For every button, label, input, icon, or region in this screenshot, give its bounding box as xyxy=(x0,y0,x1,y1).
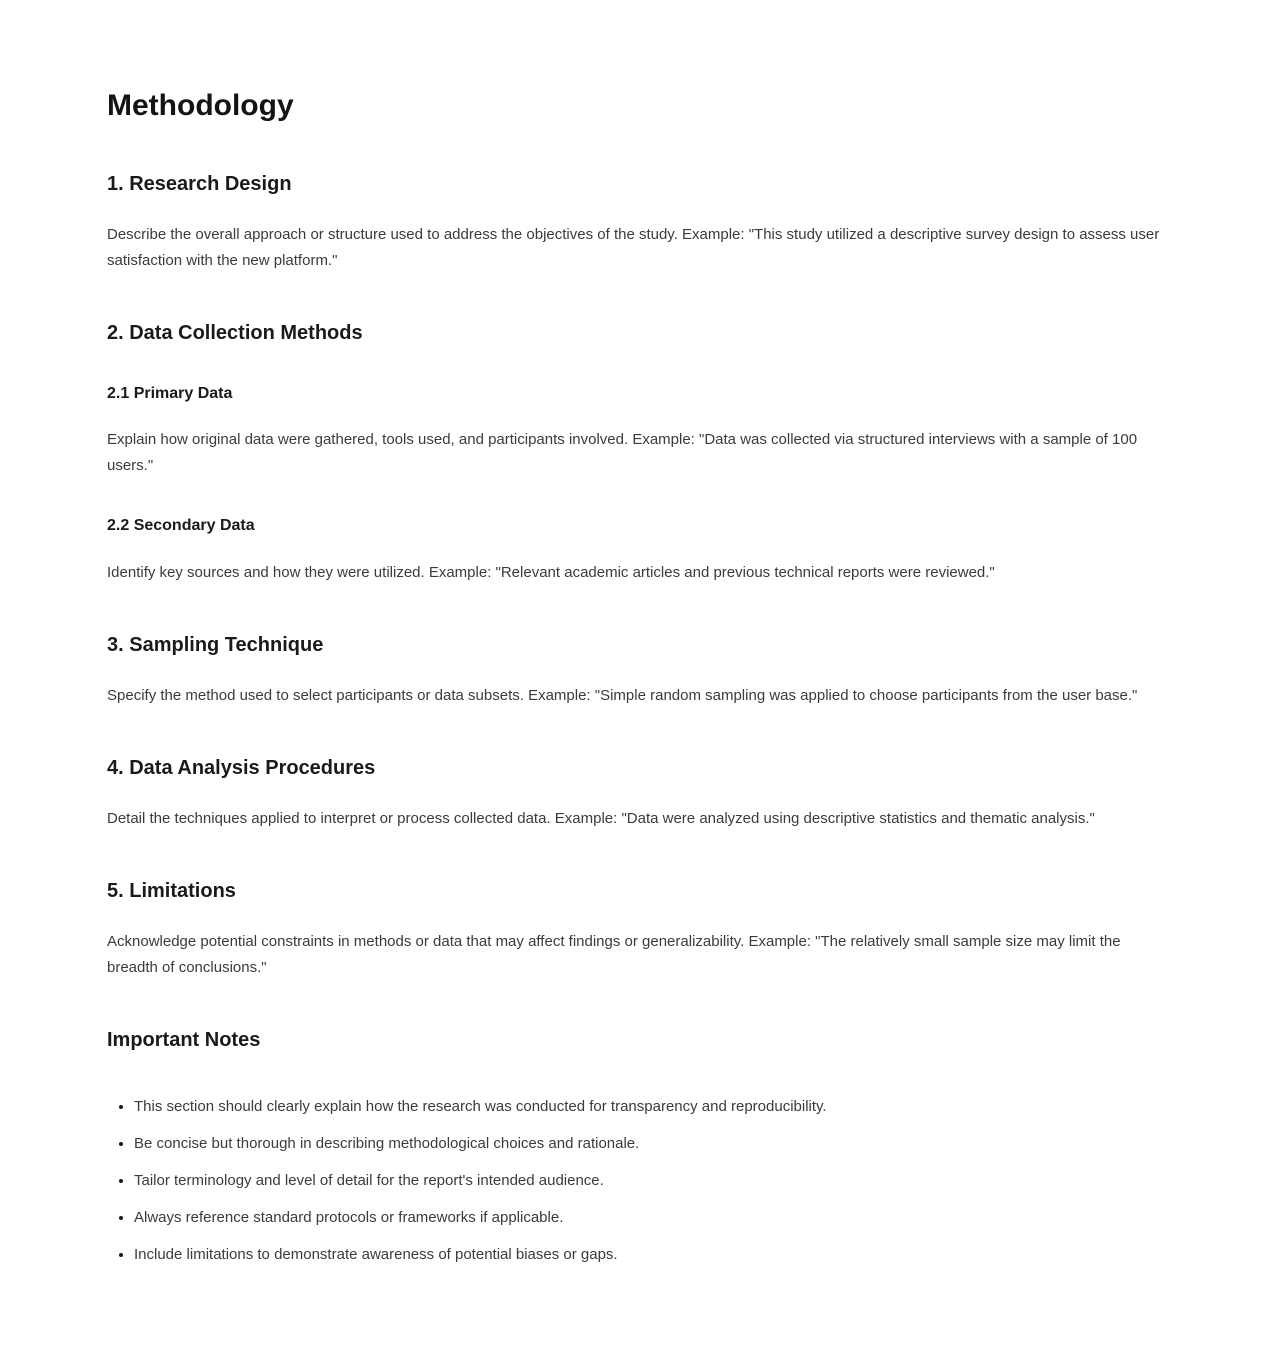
important-notes-list xyxy=(107,1094,1168,1268)
section-heading-limitations: 5. Limitations xyxy=(107,879,236,902)
subsection-heading-secondary-data: 2.2 Secondary Data xyxy=(107,517,255,535)
section-data-analysis-procedures xyxy=(107,755,1168,832)
subsection-body-primary-data: Explain how original data were gathered, tools used, and participants involved. Example: "Data was collected via structured interviews with a sample of 100 users." xyxy=(107,431,1138,475)
subsection-heading-primary-data: 2.1 Primary Data xyxy=(107,385,233,402)
important-note-item: • Tailor terminology and level of detail for the report's intended audience. xyxy=(134,1168,1168,1194)
section-body-limitations: Acknowledge potential constraints in methods or data that may affect findings or generalizability. Example: "The relatively small sample size may limit the breadth of conclusions." xyxy=(107,932,1121,976)
section-sampling-technique xyxy=(107,632,1168,709)
section-heading-data-collection-methods: 2. Data Collection Methods xyxy=(107,322,363,344)
section-heading-sampling-technique: 3. Sampling Technique xyxy=(107,633,324,656)
section-heading-important-notes: Important Notes xyxy=(107,1028,261,1051)
section-important-notes xyxy=(107,1027,1168,1268)
section-research-design xyxy=(107,171,1168,274)
section-heading-data-analysis-procedures: 4. Data Analysis Procedures xyxy=(107,756,376,779)
section-body-sampling-technique: Specify the method used to select participants or data subsets. Example: "Simple random sampling was applied to choose participants from the user base." xyxy=(107,686,1138,704)
section-limitations xyxy=(107,878,1168,981)
subsection-body-secondary-data: Identify key sources and how they were utilized. Example: "Relevant academic articles and previous technical reports were reviewed." xyxy=(107,563,995,581)
section-body-data-analysis-procedures: Detail the techniques applied to interpret or process collected data. Example: "Data were analyzed using descriptive statistics and thematic analysis." xyxy=(107,809,1095,827)
important-note-item: • Be concise but thorough in describing methodological choices and rationale. xyxy=(134,1131,1168,1157)
section-data-collection-methods xyxy=(107,320,1168,586)
important-note-item: • Always reference standard protocols or frameworks if applicable. xyxy=(134,1205,1168,1231)
important-note-item: • This section should clearly explain how the research was conducted for transparency and reproducibility. xyxy=(134,1094,1168,1120)
section-heading-research-design: 1. Research Design xyxy=(107,173,292,195)
page-title: Methodology xyxy=(107,89,294,122)
important-note-item: • Include limitations to demonstrate awareness of potential biases or gaps. xyxy=(134,1242,1168,1268)
section-body-research-design: Describe the overall approach or structure used to address the objectives of the study. Example: "This study utilized a descriptive survey design to assess user satisfaction with the new platform." xyxy=(107,226,1160,269)
